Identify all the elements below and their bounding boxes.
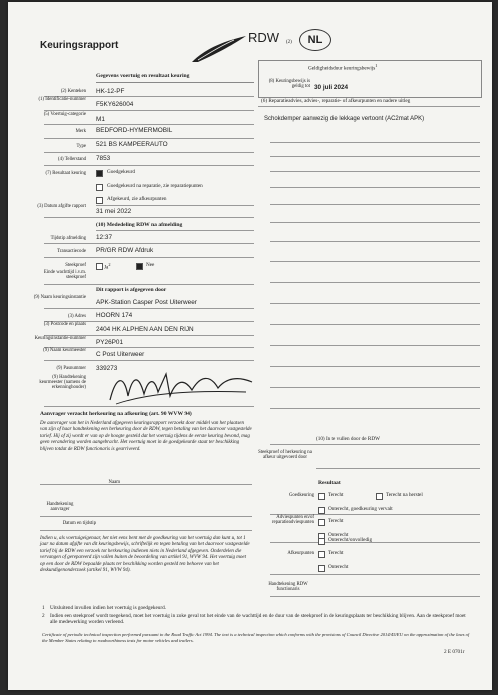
rdw-approval-unjustified-checkbox[interactable]	[318, 507, 325, 514]
sample-no-checkbox[interactable]	[136, 263, 143, 270]
appeal-datetime-label: Datum en tijdstip	[62, 521, 96, 526]
station-name-label: (9) Naam keuringsinstantie	[33, 295, 86, 300]
appeal-text-2: Indien u, als voertuigeigenaar, het niet eens bent met de goedkeuring van het voertuig dan kunt u, tot 1 jaar na datum afgifte van dit keuringsbewijs, schriftelijk en tegen betaling van het daarvoor vastgestelde tarief bij de RDW een verzoek tot herkeuring indienen niets in Nederland afgegeven. Onderdelen die vervangen of gerepareerd zijn vallen buiten de beoordeling van artikel 91, WVW 94. Het voertuig moet op een door de RDW bepaalde plaats ter beschikking worden gesteld ten behoeve van het deskundigenonderzoek (artikel 91, WVW 94).	[40, 536, 250, 574]
plate-value: HK-12-PF	[96, 88, 125, 95]
rdw-logo-icon	[190, 32, 250, 66]
certificate-text: Certificate of periodic technical inspection performed pursuant to the Road Traffic Act 1994. The text is a technical inspection which conforms with the provisions of Council Directive 2014/45/EU on the approximation of the laws of the Member States relating to roadworthiness tests for motor vehicles and trailers.	[42, 632, 470, 643]
make-value: BEDFORD-HYMERMOBIL	[96, 127, 173, 134]
rdw-reject-justified-checkbox[interactable]	[318, 551, 325, 558]
report-title: Keuringsrapport	[40, 40, 119, 51]
type-label: Type	[76, 144, 86, 149]
result-rejected-checkbox[interactable]	[96, 197, 103, 204]
inspector-label: (9) Naam keurmeester	[43, 348, 86, 353]
result-label: (7) Resultaat keuring	[45, 171, 86, 176]
make-label: Merk	[75, 129, 86, 134]
result-approved-checkbox[interactable]	[96, 170, 103, 177]
repair-advice-label: (6) Reparatieadvies, advies-, reparatie- of afkeurpunten en nadere uitleg	[261, 98, 411, 104]
valid-until-label: (8) Keuringsbewijs is geldig tot	[268, 79, 310, 90]
vehicle-data-heading: Gegevens voertuig en resultaat keuring	[96, 73, 190, 79]
rdw-reject-incomplete-checkbox[interactable]	[318, 538, 325, 545]
signature-label: (9) Handtekening keurmeester (namens de erkenninghouder)	[39, 375, 86, 391]
repair-remark: Schokdemper aanwezig die lekkage vertoont (AC2mat APK)	[264, 116, 425, 122]
date-label: (3) Datum afgifte rapport	[37, 204, 86, 209]
rdw-approval-unjustified: Onterecht, goedkeuring vervalt	[328, 506, 393, 512]
applicant-sign-label: Handtekening aanvrager	[46, 502, 74, 513]
rdw-approval-repair: Terecht na herstel	[386, 492, 423, 498]
odometer-value: 7853	[96, 155, 111, 162]
rdw-advice-justified-checkbox[interactable]	[318, 519, 325, 526]
address-value: HOORN 174	[96, 312, 133, 319]
result-repair-checkbox[interactable]	[96, 184, 103, 191]
rdw-official-label: Handtekening RDW functionaris	[268, 582, 308, 593]
postal-label: (3) Postcode en plaats	[43, 322, 86, 327]
rdw-reject-label: Afkeurpunten	[287, 551, 314, 556]
applicant-name-label: Naam	[108, 480, 120, 485]
rdw-reject-incomplete: Onterecht/onvolledig	[328, 537, 373, 543]
postal-value: 2404 HK ALPHEN AAN DEN RIJN	[96, 326, 194, 333]
vin-label: (1) Identificatie-nummer	[38, 97, 86, 102]
station-number-value: PY26P01	[96, 339, 124, 346]
pass-number-label: (9) Pasnummer	[56, 366, 86, 371]
result-option-repair: Goedgekeurd na reparatie, zie reparatiepunten	[107, 183, 203, 189]
transaction-label: Transactiecode	[57, 249, 86, 254]
inspector-signature-icon	[106, 366, 256, 410]
section10-heading: (10) Mededeling RDW na afmelding	[96, 222, 183, 228]
category-value: M1	[96, 116, 105, 123]
transaction-value: PR/GR RDW Afdruk	[96, 247, 154, 254]
result-option-rejected: Afgekeurd, zie afkeurpunten	[107, 196, 167, 202]
type-value: 521 BS KAMPEERAUTO	[96, 141, 168, 148]
address-label: (3) Adres	[68, 314, 86, 319]
rdw-advice-label: Adviespunten en/of reparatieadviespunten	[271, 515, 314, 526]
validity-label: Geldigheidsduur keuringsbewijs$^1$	[308, 63, 378, 72]
inspector-value: C Post Uiterweer	[96, 351, 145, 358]
footnote-1-number: 1	[42, 605, 45, 611]
sample-no-label: Nee	[146, 262, 155, 268]
end-wait-label: Einde wachttijd i.v.m. steekproef	[43, 270, 86, 281]
station-number-label: Keuringsinstantie-nummer	[34, 336, 86, 341]
footnote-2-text: Indien een steekproef wordt toegekend, moet het voertuig in zoke geval tot het einde van de wachttijd en de duur van de steekproef in de keuringsplaats ter beschikking blijven. Aan de steekproef moet alle medewerking worden verleend.	[50, 613, 466, 625]
date-value: 31 mei 2022	[96, 208, 132, 215]
form-code: 2 E 0701r	[444, 649, 465, 655]
sample-label: Steekproef	[65, 263, 86, 268]
rdw-reject-unjustified-checkbox[interactable]	[318, 565, 325, 572]
category-label: (5) Voertuig-categorie	[43, 112, 86, 117]
odometer-label: (4) Tellerstand	[58, 157, 86, 162]
appeal-text: De aanvrager van het in Nederland afgegeven keuringsrapport verzoekt door middel van het plaatsen van zijn of haar handtekening een herkeuring door de RDW, tegen betaling van het daarvoor vastgestelde tarief. Hij of zij wordt er van op de hoogte gesteld dat het voertuig tijdens de eerste keuring bevond, mag geen verandering worden aangebracht. Het voertuig moet in de goedgekeurde staat ter beschikking blijven totdat de RDW functionaris is gearriveerd.	[40, 421, 252, 452]
rdw-approval-label: Goedkeuring	[288, 493, 314, 498]
country-superscript: (2)	[286, 40, 292, 45]
rdw-section-heading: (10) In te vullen door de RDW	[316, 436, 380, 442]
rdw-reject-justified: Terecht	[328, 550, 344, 556]
vin-value: F5KY626004	[96, 101, 134, 108]
country-oval	[299, 29, 331, 51]
result-option-approved: Goedgekeurd	[107, 169, 135, 175]
rdw-reject-unjustified: Onterecht	[328, 564, 349, 570]
valid-until-value: 30 juli 2024	[314, 84, 349, 91]
time-value: 12:37	[96, 234, 112, 241]
pass-number-value: 339273	[96, 365, 118, 372]
rdw-approval-justified: Terecht	[328, 492, 344, 498]
plate-label: (2) Kenteken	[60, 89, 86, 94]
footnote-1-text: Uitsluitend invullen indien het voertuig is goedgekeurd.	[50, 605, 166, 611]
rdw-approval-repair-checkbox[interactable]	[376, 493, 383, 500]
station-name-value: APK-Station Casper Post Uiterweer	[96, 299, 197, 306]
country-code: NL	[307, 34, 323, 46]
rdw-result-label: Resultaat	[318, 480, 341, 486]
time-label: Tijdstip afmelding	[50, 236, 86, 241]
sample-yes-checkbox[interactable]	[96, 263, 103, 270]
footnote-2-number: 2	[42, 613, 45, 619]
sample-yes-label: Ja$^2$	[104, 262, 111, 271]
inspection-report-sheet	[8, 2, 492, 690]
issued-by-heading: Dit rapport is afgegeven door	[96, 287, 167, 293]
rdw-approval-justified-checkbox[interactable]	[318, 493, 325, 500]
appeal-heading: Aanvrager verzocht herkeuring na afkeuring (art. 90 WVW 94)	[40, 411, 192, 417]
rdw-sample-label: Steekproef of herkeuring na afkeur uitgevoerd door	[258, 450, 312, 461]
rdw-advice-justified: Terecht	[328, 518, 344, 524]
rdw-brand: RDW	[248, 30, 280, 45]
rdw-advice-unjustified: Onterecht	[328, 532, 349, 538]
